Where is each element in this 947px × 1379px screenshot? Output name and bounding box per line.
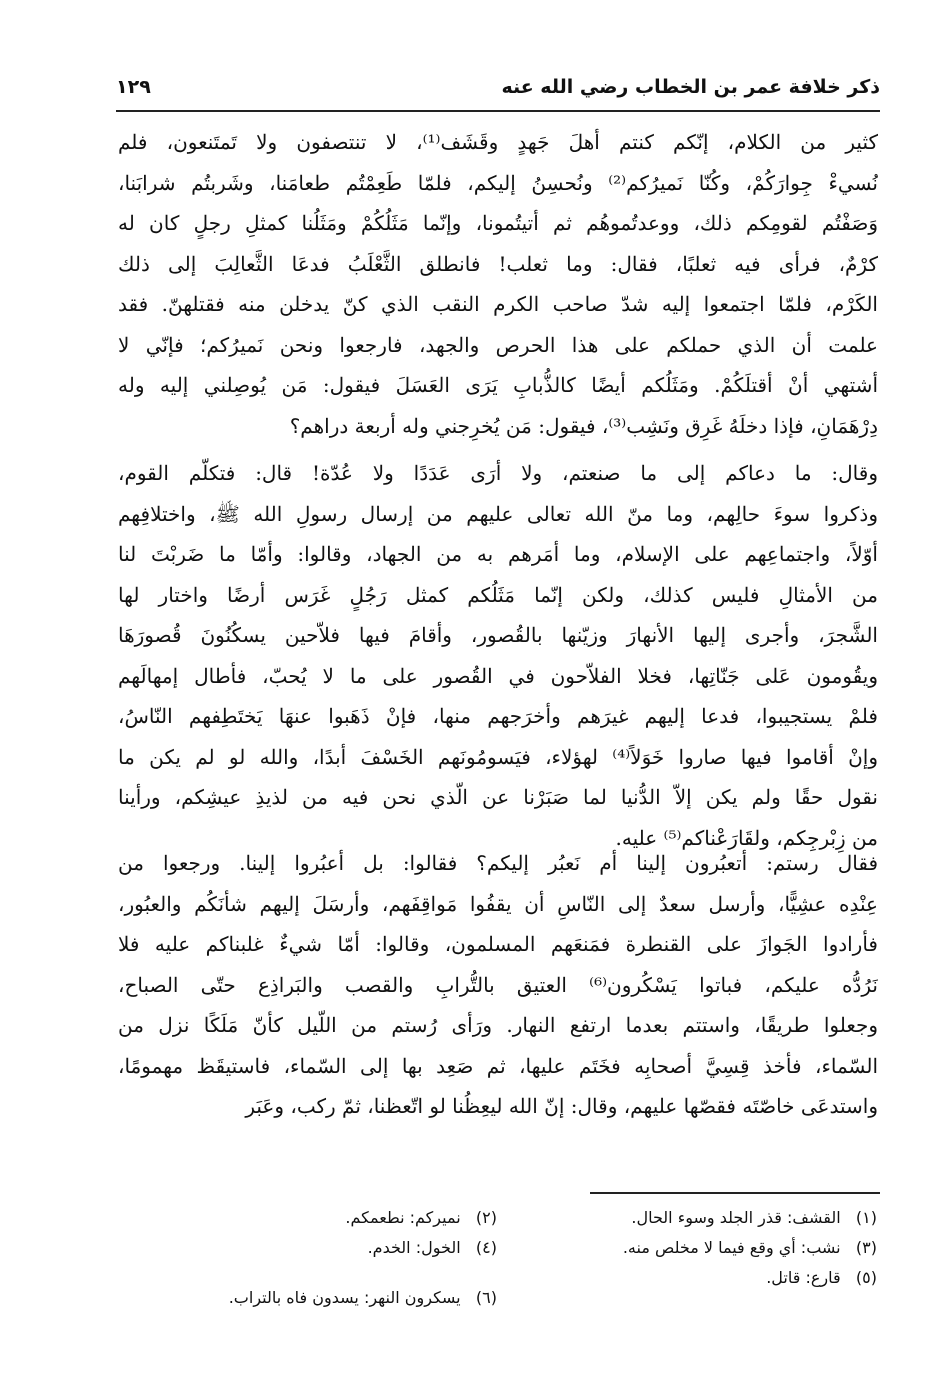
footnote-rule [590,1192,880,1194]
text-line: عِنْدِه عشِيًّا، وأرسل سعدٌ إلى النّاسِ أن يقفُوا مَواقِفَهم، وأرسَلَ إليهم شأنَكُم والعبُور، [118,891,878,916]
running-header [116,74,880,108]
page-number: ١٢٩ [116,76,151,98]
chapter-title: ذكر خلافة عمر بن الخطاب رضي الله عنه [501,76,880,98]
text-line: السّماء، فأخذ قِسِيَّ أصحابِه فخَتَم عليها، ثم صَعِد بها إلى السّماء، فاستيقَظ مهمومًا، [118,1053,878,1078]
text-line: وجعلوا طريقًا، واستتم بعدما ارتفع النهار. ورَأى رُستم من اللّيل كأنّ مَلَكًا نزل من [118,1013,878,1037]
footnote-1: (١) القشف: قذر الجلد وسوء الحال. [631,1208,877,1227]
text-line: وإنْ أقاموا فيها صاروا خَوَلاً⁽⁴⁾ لهؤلاء، فيَسومُونَهم الخَسْفَ أبدًا، والله لو لم يكن ما [118,744,878,769]
text-line: دِرْهَمَانِ، فإذا دخلَهُ غَرِق ونَشِب⁽³⁾، فيقول: مَن يُخرِجني وله أربعة دراهم؟ [289,413,878,438]
paragraph-1 [118,122,878,446]
text-line: كثير من الكلام، إنّكم كنتم أهلَ جَهدٍ وقَشَف⁽¹⁾، لا تنتصفون ولا تَمتَنعون، فلم [118,130,878,154]
text-line: من الأمثالِ فليس كذلك، ولكن إنّما مَثَلُكم كمثل رَجُلٍ غَرَس أرضًا واختار لها [118,582,878,607]
footnote-6: (٦) يسكرون النهر: يسدون فاه بالتراب. [228,1288,497,1307]
text-line: علمت أن الذي حملكم على هذا الحرص والجهد، فارجعوا ونحن نَميرُكم؛ فإنّي لا [118,332,878,357]
text-line: الكَرْم، فلمّا اجتمعوا إليه شدّ صاحب الكرم النقب الذي كنّ يدخلن منه فقتلهنّ. فقد [118,292,878,316]
text-line: فأرادوا الجَوازَ على القنطرة فمَنعَهم المسلمون، وقالوا: أمّا شيءٌ غلبناكم عليه فلا [118,932,878,956]
text-line: وقال: ما دعاكم إلى ما صنعتم، ولا أرَى عَدَدًا ولا عُدّة! قال: فتكلّم القوم، [118,461,878,485]
text-line: فلمْ يستجيبوا، فدعا إليهم غيرَهم وأخرَجهم منها، فإنْ ذَهَبوا عنهَا يَختَطِفهم النّاسُ، [118,704,878,728]
paragraph-2 [118,453,878,858]
header-rule [116,110,880,112]
text-line: من زِبْرجِكم، ولقَارَعْناكم⁽⁵⁾ عليه. [615,825,878,850]
footnote-5: (٥) قارع: قاتل. [766,1268,877,1287]
text-line: فقال رستم: أتعبُرون إلينا أم نَعبُر إليكم؟ فقالوا: بل أعبُروا إلينا. ورجعوا من [118,851,878,875]
text-line: أشتهي أنْ أقتلَكُمْ. ومَثَلُكم أيضًا كالذُّبابِ يَرَى العَسَلَ فيقول: مَن يُوصِلني إليه وله [118,373,878,397]
text-line: نَرُدُّه عليكم، فباتوا يَسْكُرون⁽⁶⁾ العتيق بالتُّرابِ والقصب والبَراذِع حتّى الصباح، [118,972,878,997]
paragraph-3 [118,843,878,1127]
text-line: نُسيءْ جِوارَكُمْ، وكُنّا نَميرُكم⁽²⁾ ونُحسِنُ إليكم، فلمّا طَعِمْتُم طعامَنا، وشَربتُم شرابَنا، [118,170,878,195]
text-line: كرْمٌ، فرأى فيه ثعلبًا، فقال: وما ثعلب! فانطلق الثَّعْلَبُ فدعَا الثَّعالِبَ إلى ذلك [118,251,878,276]
footnote-2: (٢) نميركم: نطعمكم. [345,1208,497,1227]
text-line: وَصَفْتُم لقومِكم ذلك، ووعدتُموهُم ثم أتيتُمونا، وإنّما مَثَلُكُمْ ومَثَلُنا كمثلِ رجلٍ كان له [118,211,878,235]
text-line: ويقُومون عَلى جَنّاتِها، فخلا الفلاّحون في القُصور على ما لا يُحبّ، فأطال إمهالَهم [118,663,878,688]
text-line: أوّلاً، واجتماعِهم على الإسلام، وما أمَرهم به من الجهاد، وقالوا: وأمّا ما ضَربْتَ لنا [118,542,878,566]
text-line: وذكروا سوءَ حالِهم، وما منّ الله تعالى عليهم من إرسال رسولِ الله ﷺ، واختلافِهم [118,501,878,526]
footnote-4: (٤) الخول: الخدم. [367,1238,497,1257]
footnote-3: (٣) نشب: أي وقع فيما لا مخلص منه. [622,1238,877,1257]
text-line: نقول حقًا ولم يكن إلاّ الدُّنيا لما صَبَرْنا عن الّذي نحن فيه من لذيذِ عيشِكم، ورأينا [118,785,878,809]
text-line: الشَّجرَ، وأجرى إليها الأنهارَ وزيّنها بالقُصور، وأقامَ فيها فلاّحين يسكُنُونَ قُصورَهَا [118,623,878,647]
text-line: واستدعَى خاصّتَه فقصّها عليهم، وقال: إنّ الله ليعِظُنا لو اتّعظنا، ثمّ ركب، وعَبَر [245,1094,878,1118]
